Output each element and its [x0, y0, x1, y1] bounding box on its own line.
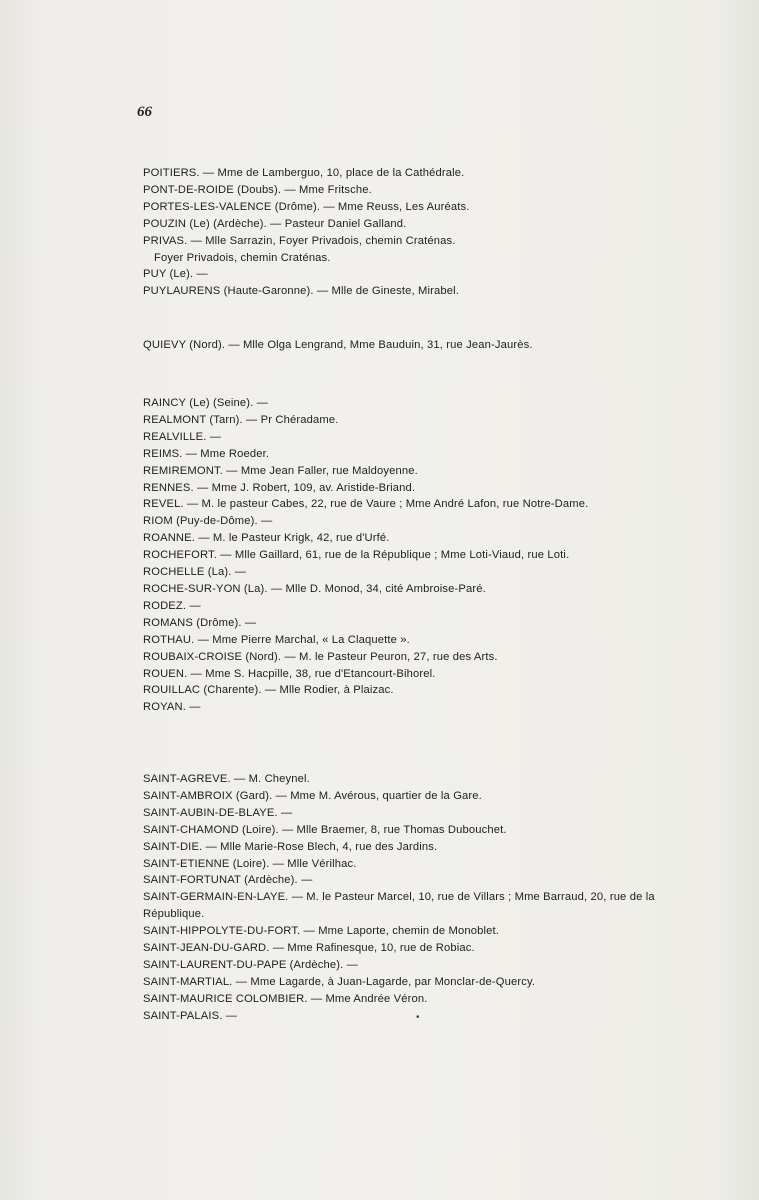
entry-revel: REVEL. — M. le pasteur Cabes, 22, rue de Vaure ; Mme André Lafon, rue Notre-Dame.	[143, 498, 589, 511]
entry-romans: ROMANS (Drôme). —	[143, 616, 257, 629]
entry-saint-laurent-du-pape: SAINT-LAURENT-DU-PAPE (Ardèche). —	[143, 958, 359, 971]
entry-rouillac: ROUILLAC (Charente). — Mlle Rodier, à Plaizac.	[143, 684, 394, 697]
entry-rennes: RENNES. — Mme J. Robert, 109, av. Aristide-Briand.	[143, 481, 416, 494]
entry-realville: REALVILLE. —	[143, 430, 222, 443]
entry-saint-chamond: SAINT-CHAMOND (Loire). — Mlle Braemer, 8, rue Thomas Dubouchet.	[143, 823, 507, 836]
entry-saint-martial: SAINT-MARTIAL. — Mme Lagarde, à Juan-Lagarde, par Monclar-de-Quercy.	[143, 975, 536, 988]
entry-saint-die: SAINT-DIE. — Mlle Marie-Rose Blech, 4, rue des Jardins.	[143, 840, 438, 853]
entry-saint-etienne: SAINT-ETIENNE (Loire). — Mlle Vérilhac.	[143, 857, 357, 870]
entry-saint-aubin-de-blaye: SAINT-AUBIN-DE-BLAYE. —	[143, 806, 293, 819]
entry-saint-ambroix: SAINT-AMBROIX (Gard). — Mme M. Avérous, quartier de la Gare.	[143, 789, 482, 802]
entry-rothau: ROTHAU. — Mme Pierre Marchal, « La Claquette ».	[143, 633, 410, 646]
entry-saint-palais: SAINT-PALAIS. —	[143, 1009, 238, 1022]
entry-roche-sur-yon: ROCHE-SUR-YON (La). — Mlle D. Monod, 34, cité Ambroise-Paré.	[143, 582, 486, 595]
entry-pont-de-roide: PONT-DE-ROIDE (Doubs). — Mme Fritsche.	[143, 183, 372, 196]
entry-rochefort: ROCHEFORT. — Mlle Gaillard, 61, rue de la République ; Mme Loti-Viaud, rue Loti.	[143, 549, 570, 562]
entry-saint-hippolyte-du-fort: SAINT-HIPPOLYTE-DU-FORT. — Mme Laporte, chemin de Monoblet.	[143, 925, 499, 938]
section-s-entries	[143, 771, 668, 1025]
entry-remiremont: REMIREMONT. — Mme Jean Faller, rue Maldoyenne.	[143, 464, 418, 477]
section-p-entries	[143, 165, 668, 300]
entry-raincy: RAINCY (Le) (Seine). —	[143, 397, 268, 409]
entry-saint-jean-du-gard: SAINT-JEAN-DU-GARD. — Mme Rafinesque, 10, rue de Robiac.	[143, 942, 475, 955]
entry-saint-fortunat: SAINT-FORTUNAT (Ardèche). —	[143, 874, 313, 887]
page-number: 66	[137, 104, 152, 120]
entry-puy: PUY (Le). —	[143, 268, 208, 281]
entry-poitiers: POITIERS. — Mme de Lamberguo, 10, place de la Cathédrale.	[143, 167, 465, 179]
entry-roubaix-croise: ROUBAIX-CROISE (Nord). — M. le Pasteur Peuron, 27, rue des Arts.	[143, 650, 498, 663]
entry-privas-continuation: Foyer Privadois, chemin Craténas.	[154, 251, 331, 264]
entry-reims: REIMS. — Mme Roeder.	[143, 447, 270, 460]
stray-ink-mark: •	[416, 1012, 420, 1023]
section-q-entries	[143, 337, 668, 354]
entry-quievy: QUIEVY (Nord). — Mlle Olga Lengrand, Mme Bauduin, 31, rue Jean-Jaurès.	[143, 339, 533, 351]
entry-pouzin: POUZIN (Le) (Ardèche). — Pasteur Daniel Galland.	[143, 217, 407, 230]
entry-realmont: REALMONT (Tarn). — Pr Chéradame.	[143, 413, 339, 426]
entry-saint-agreve: SAINT-AGREVE. — M. Cheynel.	[143, 773, 310, 785]
entry-saint-germain-en-laye: SAINT-GERMAIN-EN-LAYE. — M. le Pasteur Marcel, 10, rue de Villars ; Mme Barraud, 20, rue de la République.	[143, 891, 655, 921]
entry-roanne: ROANNE. — M. le Pasteur Krigk, 42, rue d'Urfé.	[143, 532, 390, 545]
entry-royan: ROYAN. —	[143, 701, 201, 714]
entry-rouen: ROUEN. — Mme S. Hacpille, 38, rue d'Etancourt-Bihorel.	[143, 667, 436, 680]
entry-saint-maurice-colombier: SAINT-MAURICE COLOMBIER. — Mme Andrée Véron.	[143, 992, 428, 1005]
entry-riom: RIOM (Puy-de-Dôme). —	[143, 515, 273, 528]
entry-rochelle: ROCHELLE (La). —	[143, 566, 247, 579]
section-r-entries	[143, 395, 668, 716]
entry-privas: PRIVAS. — Mlle Sarrazin, Foyer Privadois, chemin Craténas.	[143, 234, 456, 247]
entry-portes-les-valence: PORTES-LES-VALENCE (Drôme). — Mme Reuss, Les Auréats.	[143, 200, 470, 213]
entry-rodez: RODEZ. —	[143, 599, 201, 612]
entry-puylaurens: PUYLAURENS (Haute-Garonne). — Mlle de Gineste, Mirabel.	[143, 285, 460, 298]
